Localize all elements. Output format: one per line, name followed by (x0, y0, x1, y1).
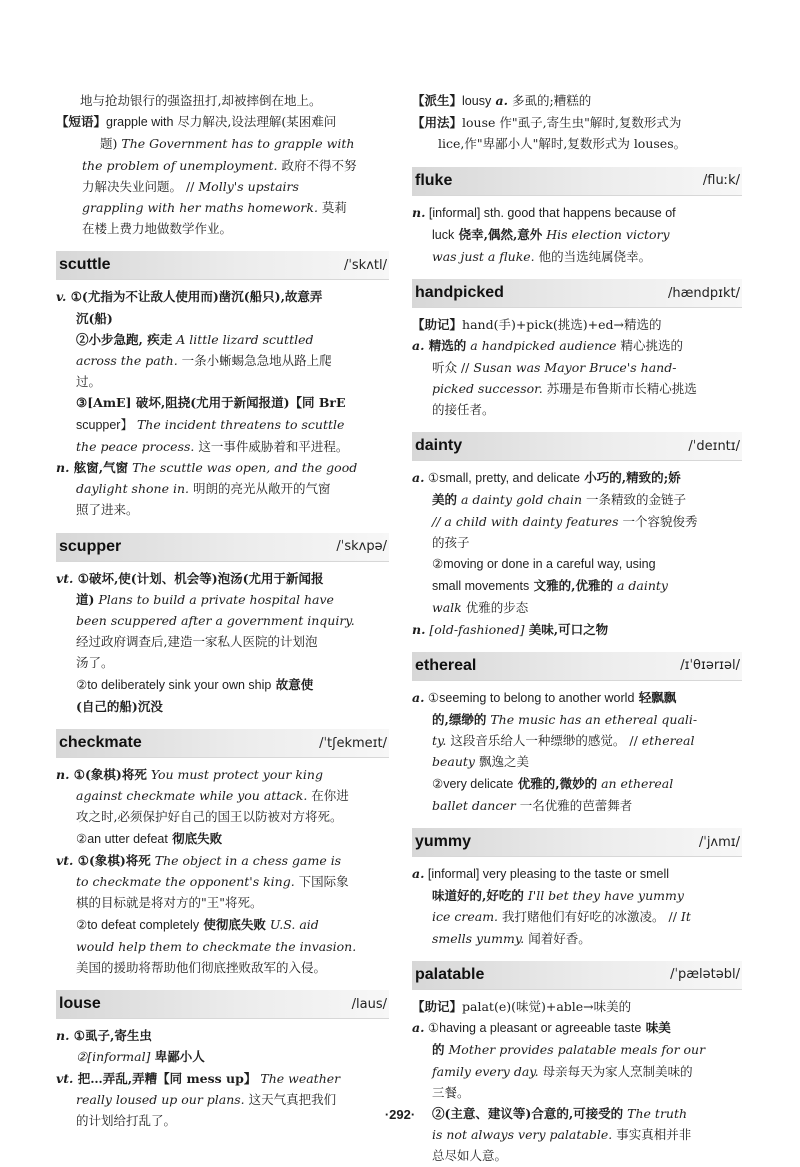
page-number: ·292· (384, 1107, 416, 1122)
entry-line: 的接任者。 (432, 402, 495, 418)
entry-line: a. ①seeming to belong to another world 轻飘飘 (412, 689, 677, 705)
entry-line: 的 Mother provides palatable meals for our (432, 1042, 706, 1058)
entry-line: ②to defeat completely 使彻底失败 U.S. aid (76, 916, 319, 932)
entry-line: grappling with her maths homework. 莫莉 (82, 200, 347, 216)
entry-line: 听众 // Susan was Mayor Bruce's hand- (432, 359, 677, 375)
entry-line: n. [informal] sth. good that happens because of (412, 204, 676, 220)
headword-bar (412, 828, 742, 857)
entry-line: 攻之时,必须保护好自己的国王以防被对方将死。 (76, 809, 343, 825)
phonetic: /laus/ (351, 996, 387, 1012)
entry-palatable (412, 961, 742, 1167)
headword-bar (412, 961, 742, 990)
entry-line: 过。 (76, 374, 102, 390)
entry-line: 棋的目标就是将对方的"王"将死。 (76, 895, 263, 911)
entry-line: smells yummy. 闻着好香。 (432, 930, 591, 946)
entry-line: 照了进来。 (76, 502, 139, 518)
headword: dainty (415, 437, 463, 455)
entry-line: beauty 飘逸之美 (432, 754, 529, 770)
phonetic: /ˈdeɪntɪ/ (688, 438, 740, 454)
entry-line: 题) The Government has to grapple with (100, 136, 355, 152)
entry-line: 经过政府调查后,建造一家私人医院的计划泡 (76, 634, 318, 650)
entry-line: scupper】 The incident threatens to scuttle (76, 416, 345, 432)
entry-line: the peace process. 这一事件威胁着和平进程。 (76, 438, 349, 454)
headword-bar (56, 533, 389, 562)
phonetic: /ˈjʌmɪ/ (698, 834, 740, 850)
left-column (56, 90, 389, 1131)
entry-line: a. ①small, pretty, and delicate 小巧的,精致的;娇 (412, 470, 681, 486)
entry-scuttle (56, 251, 389, 520)
headword: fluke (415, 171, 453, 189)
phonetic: /fluːk/ (702, 173, 740, 189)
phonetic: /ˈtʃekmeɪt/ (319, 735, 387, 751)
headword: handpicked (415, 284, 504, 302)
headword: yummy (415, 833, 472, 851)
entry-ethereal (412, 652, 742, 816)
entry-line: daylight shone in. 明朗的亮光从敞开的气窗 (76, 481, 331, 497)
headword-bar (56, 990, 389, 1019)
entry-line: n. ①(象棋)将死 You must protect your king (56, 767, 323, 783)
entry-line: been scuppered after a government inquiry. (76, 613, 355, 629)
entry-line: // a child with dainty features 一个容貌俊秀 (432, 513, 698, 529)
entry-line: was just a fluke. 他的当选纯属侥幸。 (432, 249, 652, 265)
entry-line: 【助记】hand(手)+pick(挑选)+ed→精选的 (412, 317, 662, 333)
phonetic: /ˈpælətəbl/ (670, 967, 740, 983)
entry-line: a. ①having a pleasant or agreeable taste 味美 (412, 1020, 671, 1036)
entry-line: ②[informal] 卑鄙小人 (76, 1049, 205, 1065)
entry-line: the problem of unemployment. 政府不得不努 (82, 157, 357, 173)
headword-bar (412, 652, 742, 681)
entry-line: 美的 a dainty gold chain 一条精致的金链子 (432, 492, 687, 508)
phonetic: /ˈskʌtl/ (343, 257, 387, 273)
entry-line: ②very delicate 优雅的,微妙的 an ethereal (432, 775, 674, 791)
entry-line: lice,作"卑鄙小人"解时,复数形式为 louses。 (438, 136, 687, 152)
entry-line: against checkmate while you attack. 在你进 (76, 788, 349, 804)
entry-louse-continued (412, 90, 742, 155)
headword-bar (412, 279, 742, 308)
entry-yummy (412, 828, 742, 949)
entry-line: 道) Plans to build a private hospital have (76, 591, 334, 607)
entry-fluke (412, 167, 742, 268)
entry-line: (自己的船)沉没 (76, 698, 163, 714)
headword: ethereal (415, 656, 477, 674)
entry-checkmate (56, 729, 389, 978)
entry-dainty (412, 432, 742, 640)
phonetic: /ˈskʌpə/ (336, 539, 387, 555)
entry-line: n. 舷窗,气窗 The scuttle was open, and the good (56, 460, 358, 476)
entry-line: ②an utter defeat 彻底失败 (76, 830, 223, 846)
entry-line: would help them to checkmate the invasion. (76, 938, 357, 954)
entry-grapple-continued (56, 90, 389, 239)
right-column (412, 90, 742, 1167)
entry-line: luck 侥幸,偶然,意外 His election victory (432, 226, 670, 242)
entry-line: ②moving or done in a careful way, using (432, 557, 656, 572)
headword-bar (56, 729, 389, 758)
entry-line: ②(主意、建议等)合意的,可接受的 The truth (432, 1105, 688, 1121)
entry-line: ty. 这段音乐给人一种缥缈的感觉。 // ethereal (432, 733, 695, 749)
entry-line: is not always very palatable. 事实真相并非 (432, 1127, 692, 1143)
entry-line: 的,缥缈的 The music has an ethereal quali- (432, 712, 698, 728)
entry-line: 沉(船) (76, 310, 113, 326)
entry-line: small movements 文雅的,优雅的 a dainty (432, 578, 668, 594)
headword: checkmate (59, 734, 142, 752)
entry-line: 的计划给打乱了。 (76, 1112, 177, 1128)
entry-line: ②to deliberately sink your own ship 故意使 (76, 676, 314, 692)
entry-line: really loused up our plans. 这天气真把我们 (76, 1091, 337, 1107)
entry-line: ice cream. 我打赌他们有好吃的冰激凌。 // It (432, 909, 691, 925)
entry-line: picked successor. 苏珊是布鲁斯市长精心挑选 (432, 380, 697, 396)
entry-line: family every day. 母亲每天为家人烹制美味的 (432, 1063, 693, 1079)
entry-line: vt. ①(象棋)将死 The object in a chess game is (56, 852, 342, 868)
phonetic: /hændpɪkt/ (668, 285, 740, 301)
headword-bar (412, 167, 742, 196)
entry-line: ③[AmE] 破坏,阻挠(尤用于新闻报道)【同 BrE (76, 395, 346, 411)
entry-line: ballet dancer 一名优雅的芭蕾舞者 (432, 797, 633, 813)
entry-line: 三餐。 (432, 1084, 470, 1100)
headword-bar (412, 432, 742, 461)
entry-line: 地与抢劫银行的强盗扭打,却被摔倒在地上。 (80, 93, 322, 108)
entry-line: vt. 把…弄乱,弄糟【同 mess up】 The weather (56, 1070, 341, 1086)
entry-line: v. ①(尤指为不让敌人使用而)凿沉(船只),故意弄 (56, 289, 323, 305)
entry-line: a. [informal] very pleasing to the taste or smell (412, 866, 670, 882)
entry-line: vt. ①破坏,使(计划、机会等)泡汤(尤用于新闻报 (56, 570, 324, 586)
entry-line: 的孩子 (432, 534, 470, 550)
entry-line: across the path. 一条小蜥蜴急急地从路上爬 (76, 353, 332, 369)
headword-bar (56, 251, 389, 280)
entry-line: a. 精选的 a handpicked audience 精心挑选的 (412, 338, 684, 354)
headword: louse (59, 995, 101, 1013)
entry-line: 味道好的,好吃的 I'll bet they have yummy (432, 888, 684, 904)
headword: scupper (59, 537, 122, 555)
entry-line: 美国的援助将帮助他们彻底挫败敌军的入侵。 (76, 959, 327, 975)
entry-line: n. ①虱子,寄生虫 (56, 1028, 152, 1044)
entry-line: n. [old-fashioned] 美味,可口之物 (412, 621, 609, 637)
entry-line: walk 优雅的步态 (432, 600, 529, 616)
entry-line: ②小步急跑, 疾走 A little lizard scuttled (76, 331, 314, 347)
entry-line: 【派生】lousy a. 多虱的;糟糕的 (412, 93, 592, 108)
entry-line: 总尽如人意。 (432, 1148, 508, 1164)
phonetic: /ɪˈθɪərɪəl/ (680, 658, 740, 674)
headword: palatable (415, 965, 485, 983)
entry-line: 【短语】grapple with 尽力解决,设法理解(某困难问 (56, 114, 337, 130)
entry-line: 【用法】louse 作"虱子,寄生虫"解时,复数形式为 (412, 115, 682, 131)
entry-handpicked (412, 279, 742, 420)
entry-line: 汤了。 (76, 655, 114, 671)
entry-line: 在楼上费力地做数学作业。 (82, 221, 233, 237)
headword: scuttle (59, 256, 111, 274)
entry-line: 【助记】palat(e)(味觉)+able→味美的 (412, 998, 632, 1014)
entry-line: to checkmate the opponent's king. 下国际象 (76, 874, 349, 890)
entry-line: 力解决失业问题。 // Molly's upstairs (82, 178, 299, 194)
entry-scupper (56, 533, 389, 717)
